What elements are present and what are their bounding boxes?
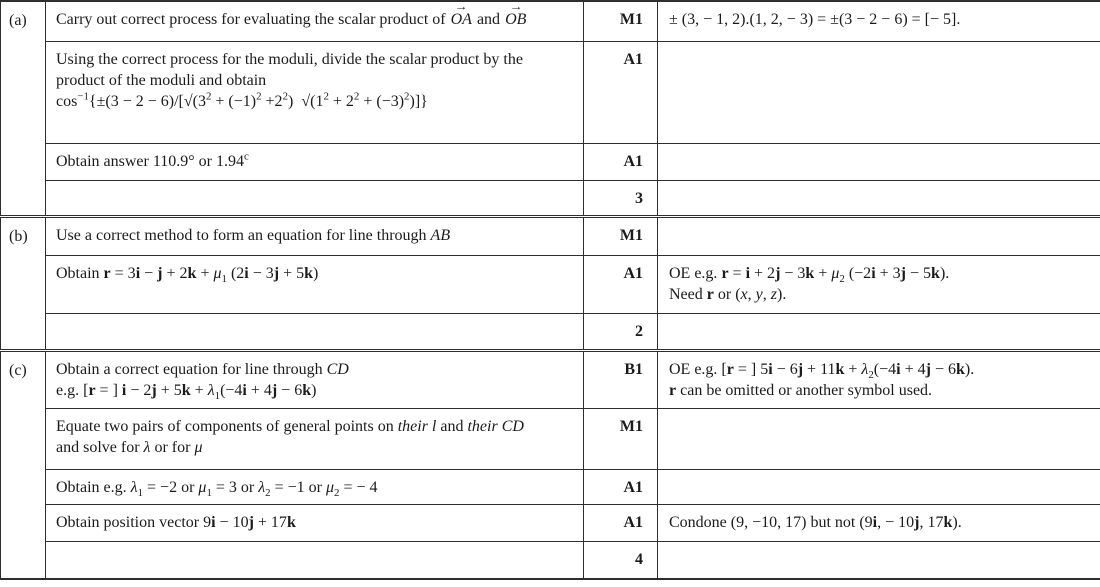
mark-cell: A1 (584, 504, 658, 541)
table-row-total (1, 180, 1100, 216)
table-row-total (1, 541, 1100, 579)
table-row (1, 350, 1100, 408)
table-row (1, 143, 1100, 180)
mark-cell: M1 (584, 408, 658, 469)
mark-cell: A1 (584, 469, 658, 504)
description-cell: Obtain answer 110.9° or 1.94$^c$ (46, 143, 584, 180)
comment-cell (658, 469, 1100, 504)
mark-cell: A1 (584, 143, 658, 180)
comment-cell: OE e.g. $r = i + 2j - 3k + \mu_2$ (−2i + 3j − 5k). Need r or (x, y, z). (658, 255, 1100, 313)
table-row (1, 255, 1100, 313)
comment-cell (658, 180, 1100, 216)
comment-cell: Condone (9, −10, 17) but not (9i, − 10j, 17k). (658, 504, 1100, 541)
mark-cell: B1 (584, 350, 658, 408)
comment-cell: ± (3, − 1, 2).(1, 2, − 3) = ±(3 − 2 − 6) = [− 5]. (658, 1, 1100, 41)
section-total: 2 (584, 313, 658, 350)
section-total: 3 (584, 180, 658, 216)
mark-cell: A1 (584, 255, 658, 313)
description-cell: Use a correct method to form an equation for line through AB (46, 216, 584, 255)
description-cell: Obtain position vector 9i − 10j + 17k (46, 504, 584, 541)
description-cell: Carry out correct process for evaluating the scalar product of OA → and OB → (46, 1, 584, 41)
description-cell (46, 180, 584, 216)
mark-cell: M1 (584, 216, 658, 255)
part-label-c: (c) (1, 350, 46, 579)
table-row (1, 41, 1100, 143)
comment-cell (658, 41, 1100, 143)
table-row (1, 469, 1100, 504)
comment-cell (658, 313, 1100, 350)
description-cell (46, 541, 584, 579)
mark-cell: M1 (584, 1, 658, 41)
section-total: 4 (584, 541, 658, 579)
description-cell: Obtain $r = 3i - j + 2k + \mu_1$ (2i − 3j + 5k) (46, 255, 584, 313)
table-row (1, 504, 1100, 541)
table-row-total (1, 313, 1100, 350)
comment-cell: OE e.g. [r = ] $5i - 6j + 11k + \lambda_2(-4i + 4j - 6k)$. r can be omitted or another symbol used. (658, 350, 1100, 408)
description-cell: Obtain a correct equation for line through CD e.g. [r = ] $i - 2j + 5k + \lambda_1(-4i + 4j - 6k)$ (46, 350, 584, 408)
part-label-a: (a) (1, 1, 46, 216)
part-label-b: (b) (1, 216, 46, 350)
comment-cell (658, 216, 1100, 255)
table-row (1, 216, 1100, 255)
table-row (1, 408, 1100, 469)
mark-cell: A1 (584, 41, 658, 143)
description-cell: Equate two pairs of components of general points on their l and their CD and solve for λ or for μ (46, 408, 584, 469)
comment-cell (658, 408, 1100, 469)
description-cell: Using the correct process for the moduli, divide the scalar product by the product of the moduli and obtain $\cos^{-1}\{\pm(3 - 2 - 6)/[√(3^2 + (-1)^2 +2^2) √(1^2 + 2^2 + (-3)^2)]\}$ (46, 41, 584, 143)
table-row (1, 1, 1100, 41)
comment-cell (658, 541, 1100, 579)
description-cell: Obtain e.g. $\lambda_1 = -2$ or $\mu_1 = 3$ or $\lambda_2 = -1$ or $\mu_2$ = − 4 (46, 469, 584, 504)
description-cell (46, 313, 584, 350)
comment-cell (658, 143, 1100, 180)
